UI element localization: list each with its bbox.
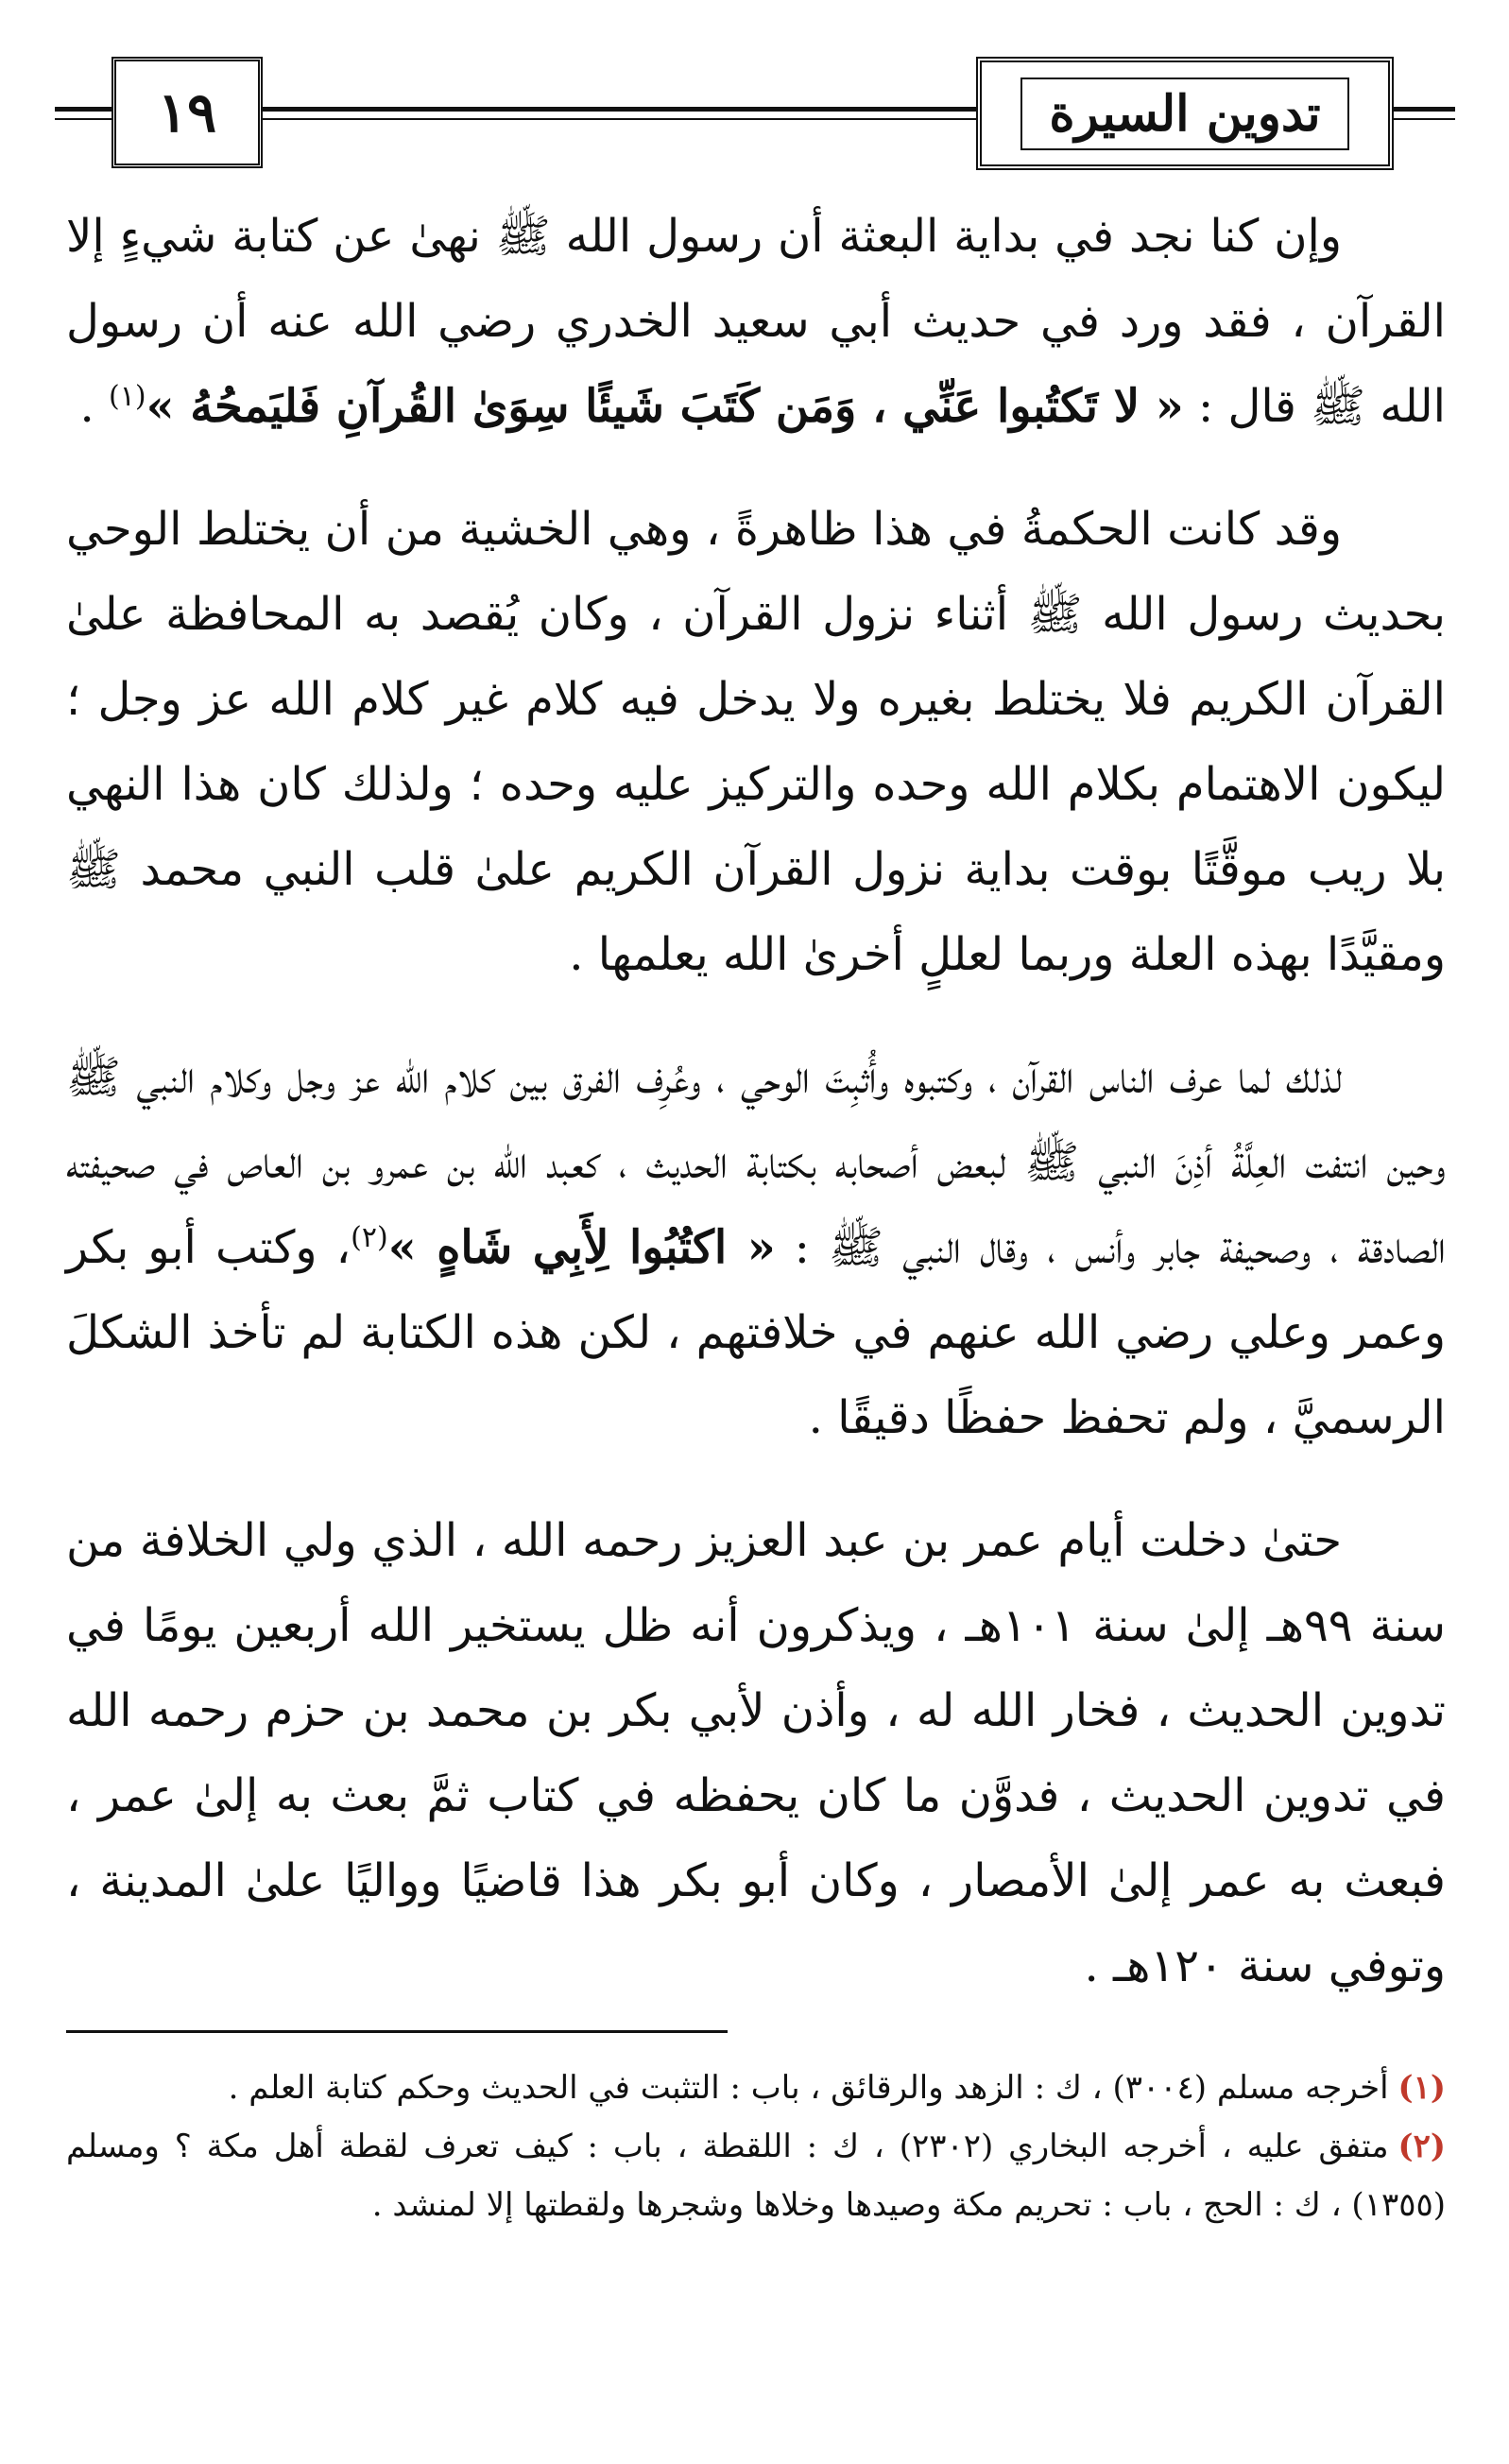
footnote-number-2: (٢) (1398, 2128, 1446, 2165)
paragraph-1-end: . (79, 380, 110, 433)
hadith-quote-1: « لا تَكتُبوا عَنِّي ، وَمَن كَتَبَ شَيئًا سِوَىٰ القُرآنِ فَليَمحُهُ » (146, 380, 1184, 433)
page-header (55, 52, 1455, 165)
footnote-ref-2[interactable]: (٢) (351, 1221, 388, 1254)
book-title: تدوين السيرة (1020, 78, 1348, 150)
paragraph-3-end: ، وكتب أبو بكر وعمر وعلي رضي الله عنهم في خلافتهم ، لكن هذه الكتابة لم تأخذ الشكلَ الرسميَّ ، ولم تحفظ حفظًا دقيقًا . (66, 1221, 1446, 1444)
paragraph-2: وقد كانت الحكمةُ في هذا ظاهرةً ، وهي الخشية من أن يختلط الوحي بحديث رسول الله ﷺ أثناء نزول القرآن ، وكان يُقصد به المحافظة علىٰ القرآن الكريم فلا يختلط بغيره ولا يدخل فيه كلام غير كلام الله عز وجل ؛ ليكون الاهتمام بكلام الله وحده والتركيز عليه وحده ؛ ولذلك كان هذا النهي بلا ريب موقَّتًا بوقت بداية نزول القرآن الكريم علىٰ قلب النبي محمد ﷺ ومقيَّدًا بهذه العلة وربما لعللٍ أخرىٰ الله يعلمها . (66, 503, 1446, 981)
main-text (66, 194, 1446, 2008)
footnote-number-1: (١) (1398, 2069, 1446, 2107)
page-number-box (111, 57, 263, 168)
book-title-box (976, 57, 1394, 170)
paragraph-3-text: لذلك لما عرف الناس القرآن ، وكتبوه وأُثبِتَ الوحي ، وعُرِف الفرق بين كلام الله عز وجل وكلام النبي ﷺ وحين انتفت العِلَّةُ أذِنَ النبي ﷺ لبعض أصحابه بكتابة الحديث ، كعبد الله بن عمرو بن العاص في صحيفته الصادقة ، وصحيفة جابر وأنس ، وقال النبي ﷺ : (66, 1051, 1446, 1274)
footnote-text-1: أخرجه مسلم (٣٠٠٤) ، ك : الزهد والرقائق ، باب : التثبت في الحديث وحكم كتابة العلم . (228, 2069, 1389, 2107)
paragraph-3 (66, 1035, 1446, 1460)
footnote-ref-1[interactable]: (١) (109, 380, 146, 413)
footnote-1 (66, 2059, 1446, 2117)
footnotes (66, 2059, 1446, 2234)
footnote-text-2: متفق عليه ، أخرجه البخاري (٢٣٠٢) ، ك : اللقطة ، باب : كيف تعرف لقطة أهل مكة ؟ ومسلم (١٣٥٥) ، ك : الحج ، باب : تحريم مكة وصيدها وخلاها وشجرها ولقطتها إلا لمنشد . (66, 2128, 1446, 2224)
page-number: ١٩ (157, 80, 217, 145)
paragraph-1-text: وإن كنا نجد في بداية البعثة أن رسول الله ﷺ نهىٰ عن كتابة شيءٍ إلا القرآن ، فقد ورد في حديث أبي سعيد الخدري رضي الله عنه أن رسول الله ﷺ قال : (66, 210, 1446, 433)
paragraph-1 (66, 194, 1446, 449)
footnote-2 (66, 2117, 1446, 2234)
hadith-quote-2: « اكتُبُوا لِأَبِي شَاهٍ » (387, 1221, 776, 1274)
paragraph-4: حتىٰ دخلت أيام عمر بن عبد العزيز رحمه الله ، الذي ولي الخلافة من سنة ٩٩هـ إلىٰ سنة ١٠١هـ ، ويذكرون أنه ظل يستخير الله أربعين يومًا في تدوين الحديث ، فخار الله له ، وأذن لأبي بكر بن محمد بن حزم رحمه الله في تدوين الحديث ، فدوَّن ما كان يحفظه في كتاب ثمَّ بعث به إلىٰ عمر ، فبعث به عمر إلىٰ الأمصار ، وكان أبو بكر هذا قاضيًا وواليًا علىٰ المدينة ، وتوفي سنة ١٢٠هـ . (66, 1514, 1447, 1992)
footnote-separator (66, 2030, 728, 2033)
